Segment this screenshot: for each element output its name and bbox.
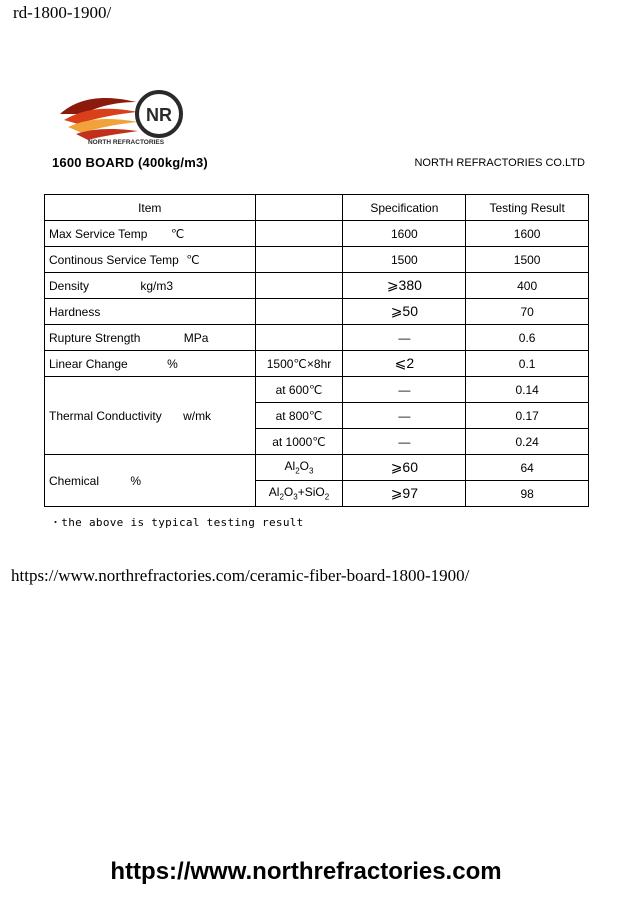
result-cell: 0.1 [466, 351, 589, 377]
result-cell: 0.17 [466, 403, 589, 429]
spec-cell: — [343, 377, 466, 403]
spec-cell: — [343, 325, 466, 351]
board-title: 1600 BOARD (400kg/m3) [52, 155, 208, 170]
spec-table [44, 194, 589, 507]
table-row [45, 325, 589, 351]
table-row [45, 377, 589, 403]
header-specification: Specification [343, 195, 466, 221]
condition-cell [255, 221, 343, 247]
condition-cell [255, 247, 343, 273]
spec-cell: — [343, 403, 466, 429]
spec-cell: ⩾97 [343, 481, 466, 507]
product-url[interactable]: https://www.northrefractories.com/ceramic-fiber-board-1800-1900/ [11, 566, 470, 585]
condition-cell: at 600℃ [255, 377, 343, 403]
footnote: ・the above is typical testing result [50, 516, 304, 529]
result-cell: 0.14 [466, 377, 589, 403]
spec-cell: 1500 [343, 247, 466, 273]
spec-cell: ⩾50 [343, 299, 466, 325]
table-row [45, 299, 589, 325]
spec-cell: 1600 [343, 221, 466, 247]
svg-text:NORTH REFRACTORIES: NORTH REFRACTORIES [87, 139, 165, 146]
item-cell: Rupture Strength MPa [45, 325, 256, 351]
result-cell: 70 [466, 299, 589, 325]
result-cell: 1500 [466, 247, 589, 273]
result-cell: 98 [466, 481, 589, 507]
table-header-row [45, 195, 589, 221]
table-row [45, 455, 589, 481]
formula-cell: $Al_2O_3+SiO_2$ [255, 481, 343, 507]
result-cell: 64 [466, 455, 589, 481]
spec-cell: ⩾60 [343, 455, 466, 481]
table-row [45, 221, 589, 247]
item-cell: Density kg/m3 [45, 273, 256, 299]
condition-cell [255, 325, 343, 351]
top-url-fragment: rd-1800-1900/ [13, 3, 112, 22]
condition-cell: at 1000℃ [255, 429, 343, 455]
item-cell: Thermal Conductivity w/mk [45, 377, 256, 455]
header-testing-result: Testing Result [466, 195, 589, 221]
result-cell: 0.24 [466, 429, 589, 455]
item-cell: Chemical % [45, 455, 256, 507]
condition-cell [255, 273, 343, 299]
condition-cell [255, 299, 343, 325]
spec-cell: ⩾380 [343, 273, 466, 299]
svg-text:NR: NR [146, 105, 172, 125]
company-name: NORTH REFRACTORIES CO.LTD [414, 157, 585, 169]
table-row [45, 247, 589, 273]
company-logo [58, 84, 188, 146]
item-cell: Continous Service Temp ℃ [45, 247, 256, 273]
condition-cell: 1500℃×8hr [255, 351, 343, 377]
flame-logo-icon [58, 84, 188, 146]
result-cell: 400 [466, 273, 589, 299]
header-condition [255, 195, 343, 221]
result-cell: 0.6 [466, 325, 589, 351]
website-url[interactable]: https://www.northrefractories.com [110, 858, 502, 885]
item-cell: Max Service Temp ℃ [45, 221, 256, 247]
item-cell: Linear Change % [45, 351, 256, 377]
formula-cell: $Al_2O_3$ [255, 455, 343, 481]
spec-cell: ⩽2 [343, 351, 466, 377]
spec-cell: — [343, 429, 466, 455]
item-cell: Hardness [45, 299, 256, 325]
result-cell: 1600 [466, 221, 589, 247]
condition-cell: at 800℃ [255, 403, 343, 429]
table-row [45, 351, 589, 377]
header-item: Item [45, 195, 256, 221]
table-row [45, 273, 589, 299]
